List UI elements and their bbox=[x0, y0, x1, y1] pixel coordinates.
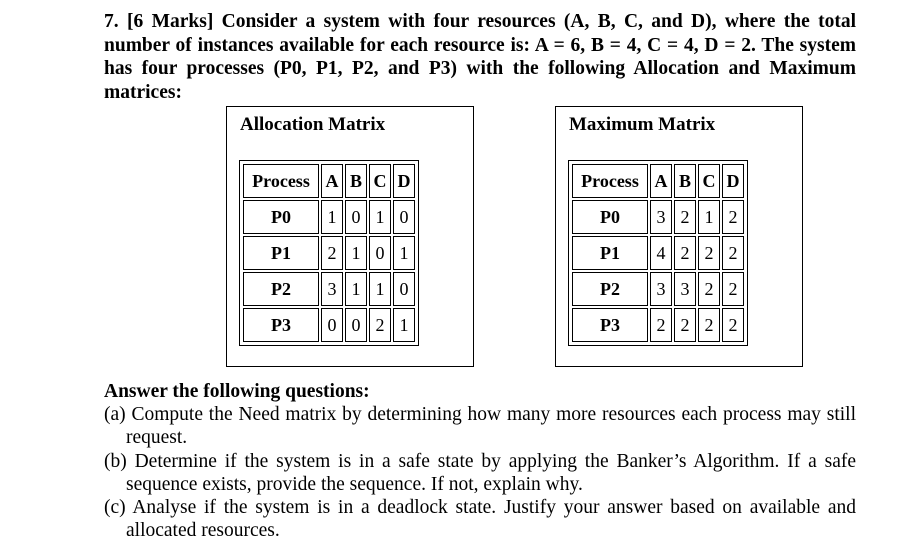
value-cell: 0 bbox=[345, 200, 367, 234]
process-cell: P3 bbox=[572, 308, 648, 342]
value-cell: 3 bbox=[650, 272, 672, 306]
value-cell: 1 bbox=[369, 272, 391, 306]
value-cell: 2 bbox=[321, 236, 343, 270]
value-cell: 2 bbox=[722, 272, 744, 306]
process-cell: P2 bbox=[572, 272, 648, 306]
table-row bbox=[572, 236, 744, 270]
table-header-row bbox=[572, 164, 744, 198]
header-cell: A bbox=[650, 164, 672, 198]
value-cell: 1 bbox=[369, 200, 391, 234]
value-cell: 0 bbox=[345, 308, 367, 342]
maximum-matrix-panel bbox=[555, 106, 803, 367]
value-cell: 0 bbox=[369, 236, 391, 270]
maximum-table-frame bbox=[568, 160, 748, 346]
value-cell: 2 bbox=[674, 200, 696, 234]
header-cell: A bbox=[321, 164, 343, 198]
question-intro: 7. [6 Marks] Consider a system with four resources (A, B, C, and D), where the total number of instances available for each resource is: A = 6, B = 4, C = 4, D = 2. The system has four processes (P0, P1, P2, and P3) with the following Allocation and Maximum matrices: bbox=[104, 11, 856, 103]
question-c: (c) Analyse if the system is in a deadlock state. Justify your answer based on available and allocated resources. bbox=[104, 497, 856, 542]
question-a: (a) Compute the Need matrix by determining how many more resources each process may still request. bbox=[104, 404, 856, 449]
value-cell: 1 bbox=[393, 308, 415, 342]
allocation-matrix-panel bbox=[226, 106, 474, 367]
header-cell: D bbox=[393, 164, 415, 198]
process-cell: P1 bbox=[243, 236, 319, 270]
table-row bbox=[243, 308, 415, 342]
questions-heading: Answer the following questions: bbox=[104, 381, 370, 402]
table-row bbox=[572, 308, 744, 342]
process-cell: P0 bbox=[572, 200, 648, 234]
header-cell: B bbox=[345, 164, 367, 198]
header-cell: D bbox=[722, 164, 744, 198]
value-cell: 2 bbox=[674, 308, 696, 342]
header-cell: B bbox=[674, 164, 696, 198]
value-cell: 3 bbox=[650, 200, 672, 234]
header-cell: Process bbox=[243, 164, 319, 198]
value-cell: 1 bbox=[393, 236, 415, 270]
value-cell: 3 bbox=[321, 272, 343, 306]
value-cell: 2 bbox=[369, 308, 391, 342]
value-cell: 4 bbox=[650, 236, 672, 270]
process-cell: P2 bbox=[243, 272, 319, 306]
value-cell: 1 bbox=[345, 236, 367, 270]
table-row bbox=[243, 200, 415, 234]
value-cell: 2 bbox=[650, 308, 672, 342]
header-cell: C bbox=[698, 164, 720, 198]
value-cell: 2 bbox=[698, 236, 720, 270]
value-cell: 2 bbox=[698, 272, 720, 306]
table-header-row bbox=[243, 164, 415, 198]
value-cell: 0 bbox=[393, 272, 415, 306]
maximum-table bbox=[570, 162, 746, 344]
value-cell: 2 bbox=[722, 236, 744, 270]
value-cell: 1 bbox=[321, 200, 343, 234]
process-cell: P1 bbox=[572, 236, 648, 270]
header-cell: Process bbox=[572, 164, 648, 198]
value-cell: 3 bbox=[674, 272, 696, 306]
value-cell: 1 bbox=[345, 272, 367, 306]
allocation-table-frame bbox=[239, 160, 419, 346]
header-cell: C bbox=[369, 164, 391, 198]
table-row bbox=[572, 200, 744, 234]
maximum-matrix-title: Maximum Matrix bbox=[569, 114, 716, 135]
table-row bbox=[243, 272, 415, 306]
allocation-matrix-title: Allocation Matrix bbox=[240, 114, 386, 135]
value-cell: 1 bbox=[698, 200, 720, 234]
table-row bbox=[572, 272, 744, 306]
question-b: (b) Determine if the system is in a safe state by applying the Banker’s Algorithm. If a safe sequence exists, provide the sequence. If not, explain why. bbox=[104, 450, 856, 495]
value-cell: 2 bbox=[722, 200, 744, 234]
process-cell: P3 bbox=[243, 308, 319, 342]
table-row bbox=[243, 236, 415, 270]
value-cell: 0 bbox=[393, 200, 415, 234]
value-cell: 2 bbox=[698, 308, 720, 342]
allocation-table bbox=[241, 162, 417, 344]
value-cell: 0 bbox=[321, 308, 343, 342]
process-cell: P0 bbox=[243, 200, 319, 234]
questions-section bbox=[104, 380, 856, 542]
value-cell: 2 bbox=[674, 236, 696, 270]
value-cell: 2 bbox=[722, 308, 744, 342]
